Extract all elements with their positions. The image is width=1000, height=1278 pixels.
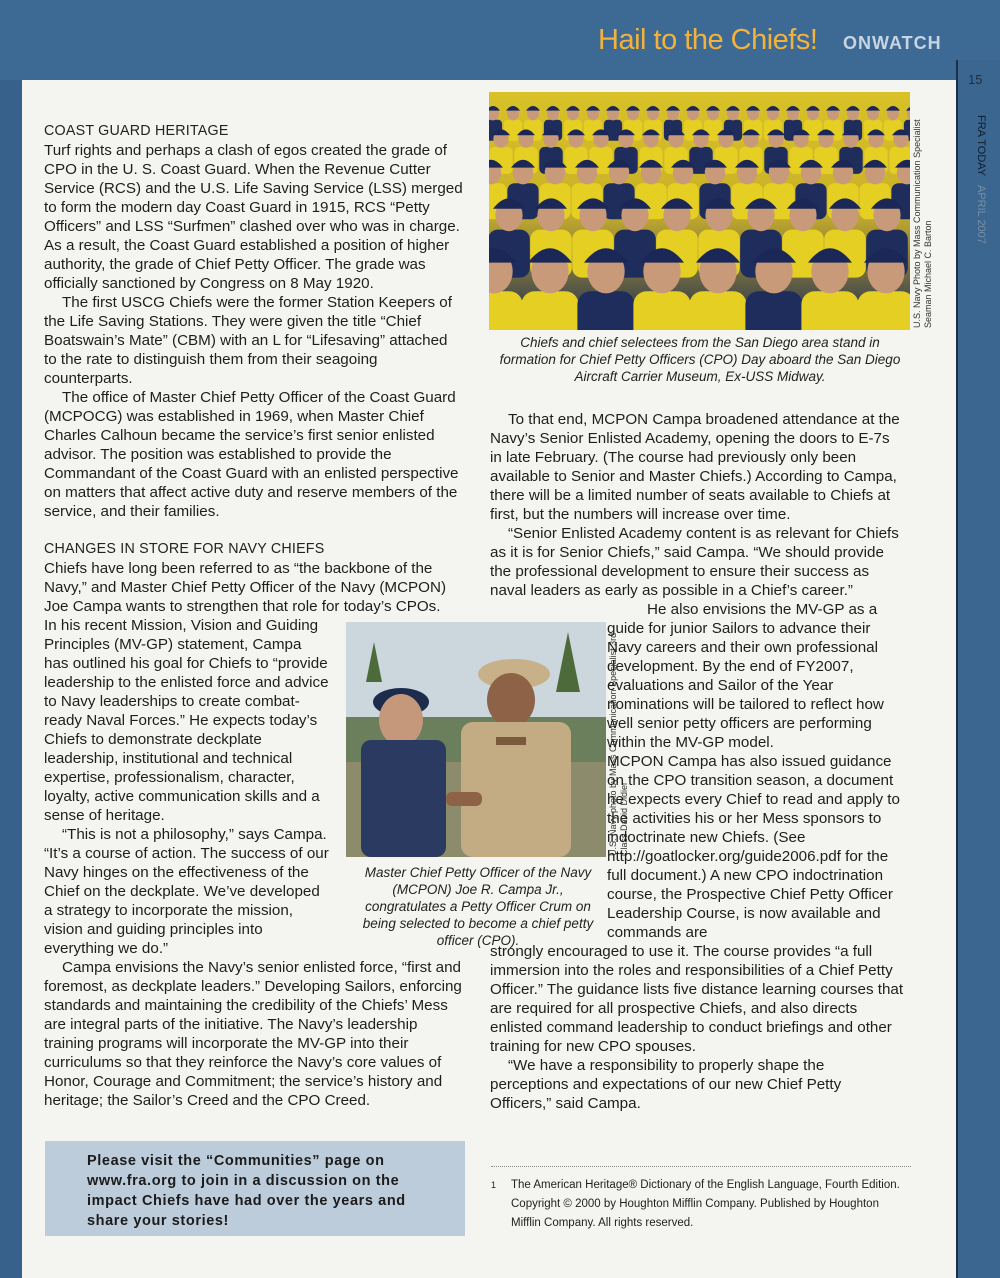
page-title: Hail to the Chiefs! xyxy=(598,24,818,56)
article-column-left xyxy=(44,122,464,1110)
crowd-of-sailors-image xyxy=(489,92,910,330)
article-paragraph: Campa envisions the Navy’s senior enlisted force, “first and foremost, as deckplate leaders.” Developing Sailors, enforcing standards and maintaining the credibility of the Chiefs’ Mess are integral parts of the initiative. The Navy’s leadership training programs will incorporate the MV-GP into their curriculums so that they reinforce the Navy’s core values of Honor, Courage and Commitment; the service’s history and heritage; the Sailor’s Creed and the CPO Creed. xyxy=(44,959,462,1109)
article-paragraph: “Senior Enlisted Academy content is as relevant for Chiefs as it is for Senior Chiefs,” said Campa. “We should provide the professional development to ensure their success as naval leaders as early as possible in a Chief’s career.” xyxy=(490,525,899,599)
side-running-head xyxy=(963,115,987,375)
issue-date: APRIL 2007 xyxy=(975,185,987,245)
chiefs-formation-photo xyxy=(489,92,910,330)
photo1-credit: U.S. Navy Photo by Mass Communication Specialist Seaman Michael C. Barton xyxy=(912,119,933,328)
article-paragraph: The first USCG Chiefs were the former Station Keepers of the Life Saving Stations. They were given the title “Chief Boatswain’s Mate” (CBM) with an L for “Lifesaving” attached to the rate to distinguish them from their seagoing counterparts. xyxy=(44,294,452,387)
footnote-divider xyxy=(491,1166,911,1167)
section-heading: CHANGES IN STORE FOR NAVY CHIEFS xyxy=(44,541,325,557)
article-paragraph: MCPON Campa has also issued guidance on the CPO transition season, a document he expects every Chief to read and apply to the activities his or her Mess sponsors to indoctrinate new Chiefs. (See http://goatlocker.org/guide2006.pdf for the full document.) A new CPO indoctrination course, the Prospective Chief Petty Officer Leadership Course, is now available and commands are xyxy=(607,753,900,941)
publication-name: FRA TODAY xyxy=(975,115,987,177)
article-paragraph: To that end, MCPON Campa broadened attendance at the Navy’s Senior Enlisted Academy, opening the doors to E-7s in late February. (The course had previously only been available to Senior and Master Chiefs.) According to Campa, there will be a limited number of seats available to Chiefs at first, but the numbers will increase over time. xyxy=(490,411,900,523)
photo2-caption: Master Chief Petty Officer of the Navy (MCPON) Joe R. Campa Jr., congratulates a Petty Officer Crum on being selected to become a chief petty officer (CPO). xyxy=(362,865,594,948)
callout-text: Please visit the “Communities” page on www.fra.org to join in a discussion on the impact Chiefs have had over the years and share your stories! xyxy=(87,1153,406,1229)
side-margin-divider xyxy=(956,60,958,1278)
article-paragraph: “This is not a philosophy,” says Campa. “It’s a course of action. The success of our Navy hinges on the effectiveness of the Chief on the deckplate. We’ve developed a strategy to incorporate the mission, vision and guiding principles into everything we do.” xyxy=(44,826,329,957)
page-number: 15 xyxy=(968,72,983,87)
section-heading: COAST GUARD HERITAGE xyxy=(44,123,229,139)
section-label: ONWATCH xyxy=(843,33,942,53)
community-callout-box xyxy=(45,1141,465,1236)
article-paragraph: The office of Master Chief Petty Officer of the Coast Guard (MCPOCG) was established in 1969, when Master Chief Charles Calhoun became the service’s first senior enlisted advisor. The position was established to provide the Commandant of the Coast Guard with an enlisted perspective on matters that affect active duty and reserve members of the service, and their families. xyxy=(44,389,459,520)
article-paragraph: Turf rights and perhaps a clash of egos created the grade of CPO in the U. S. Coast Guard. When the Revenue Cutter Service (RCS) and the U.S. Life Saving Service (LSS) merged to form the modern day Coast Guard in 1915, RCS “Petty Officers” and LSS “Surfmen” clashed over who was in charge. As a result, the Coast Guard established a position of higher authority, the grade of Chief Petty Officer. The grade was officially sanctioned by Congress on 8 May 1920. xyxy=(44,142,463,292)
article-paragraph: “We have a responsibility to properly shape the perceptions and expectations of our new Chief Petty Officers,” said Campa. xyxy=(490,1057,842,1112)
photo2-credit: U.S. Navy photo by Mass Communication Specialist 3rd Class David Didier xyxy=(608,632,629,856)
footnote-number: 1 xyxy=(491,1180,497,1190)
article-column-right xyxy=(490,410,905,1113)
article-paragraph: strongly encouraged to use it. The course provides “a full immersion into the roles and responsibilities of a Chief Petty Officer.” The guidance lists five distance learning courses that are required for all prospective Chiefs, and also directs enlisted command leadership to conduct briefings and other training for new CPO spouses. xyxy=(490,943,904,1055)
article-paragraph: In his recent Mission, Vision and Guiding Principles (MV-GP) statement, Campa has outlined his goal for Chiefs to “provide leadership to the enlisted force and advice to Navy leaderships to create combat-ready Naval Forces.” He expects today’s Chiefs to demonstrate deckplate leadership, institutional and technical expertise, professionalism, character, loyalty, active communication skills and a sense of heritage. xyxy=(44,617,329,824)
footnote-text: The American Heritage® Dictionary of the English Language, Fourth Edition. Copyright © 2000 by Houghton Mifflin Company. Published by Houghton Mifflin Company. All rights reserved. xyxy=(511,1179,900,1229)
article-paragraph: He also envisions the MV-GP as a guide for junior Sailors to advance their Navy careers and their own professional development. By the end of FY2007, evaluations and Sailor of the Year nominations will be tailored to reflect how well senior petty officers are performing within the MV-GP model. xyxy=(607,601,884,751)
photo1-caption: Chiefs and chief selectees from the San Diego area stand in formation for Chief Petty Officers (CPO) Day aboard the San Diego Aircraft Carrier Museum, Ex-USS Midway. xyxy=(499,335,901,384)
article-paragraph: Chiefs have long been referred to as “the backbone of the Navy,” and Master Chief Petty Officer of the Navy (MCPON) Joe Campa wants to strengthen that role for today’s CPOs. xyxy=(44,560,447,615)
